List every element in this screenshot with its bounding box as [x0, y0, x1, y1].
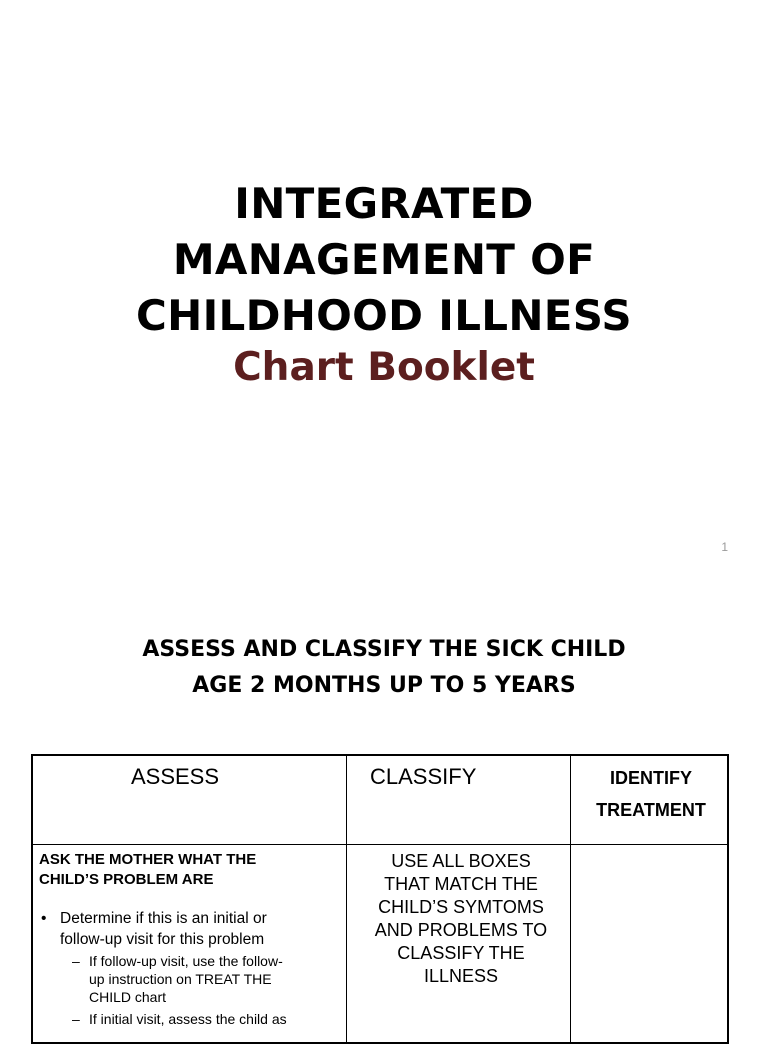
- sub1-line-2: up instruction on TREAT THE: [89, 971, 272, 987]
- bullet-line-2: follow-up visit for this problem: [60, 931, 265, 948]
- dash-icon: –: [72, 1011, 80, 1027]
- classify-line-6: ILLNESS: [423, 966, 499, 986]
- heading-line-1: ASSESS AND CLASSIFY THE SICK CHILD: [142, 637, 626, 662]
- bullet-line-1: Determine if this is an initial or: [60, 910, 267, 927]
- slide-2-heading: [0, 632, 768, 704]
- assess-sub-item: [72, 1010, 334, 1028]
- header-classify: CLASSIFY: [370, 764, 477, 789]
- sub1-line-3: CHILD chart: [89, 989, 167, 1005]
- header-identify-line-2: TREATMENT: [596, 800, 706, 820]
- heading-line-2: AGE 2 MONTHS UP TO 5 YEARS: [192, 673, 576, 698]
- title-line-2: MANAGEMENT OF: [172, 235, 596, 284]
- bullet-dot-icon: •: [41, 910, 47, 927]
- document-subtitle: Chart Booklet: [233, 345, 535, 390]
- header-identify-treatment: [571, 762, 731, 826]
- assess-bullet-item: [39, 908, 329, 950]
- sub2-line-1: If initial visit, assess the child as: [89, 1011, 287, 1027]
- title-line-3: CHILDHOOD ILLNESS: [136, 291, 632, 340]
- classify-line-5: CLASSIFY THE: [397, 943, 525, 963]
- assess-classify-table: [31, 754, 729, 1044]
- sub1-line-1: If follow-up visit, use the follow-: [89, 953, 283, 969]
- classify-line-1: USE ALL BOXES: [391, 851, 531, 871]
- header-identify-line-1: IDENTIFY: [609, 768, 692, 788]
- header-divider: [33, 844, 727, 845]
- assess-sub-item: [72, 952, 334, 1006]
- column-divider: [346, 756, 347, 1042]
- dash-icon: –: [72, 953, 80, 969]
- document-title: [0, 176, 768, 344]
- header-assess: ASSESS: [130, 764, 220, 789]
- title-line-1: INTEGRATED: [234, 179, 534, 228]
- classify-line-2: THAT MATCH THE: [384, 874, 538, 894]
- classify-line-4: AND PROBLEMS TO: [374, 920, 548, 940]
- assess-title-line-2: CHILD’S PROBLEM ARE: [39, 871, 214, 888]
- classify-instruction: [360, 850, 562, 988]
- assess-section-title: [39, 850, 339, 890]
- page-number: 1: [721, 540, 728, 554]
- assess-title-line-1: ASK THE MOTHER WHAT THE: [39, 851, 257, 868]
- classify-line-3: CHILD’S SYMTOMS: [378, 897, 544, 917]
